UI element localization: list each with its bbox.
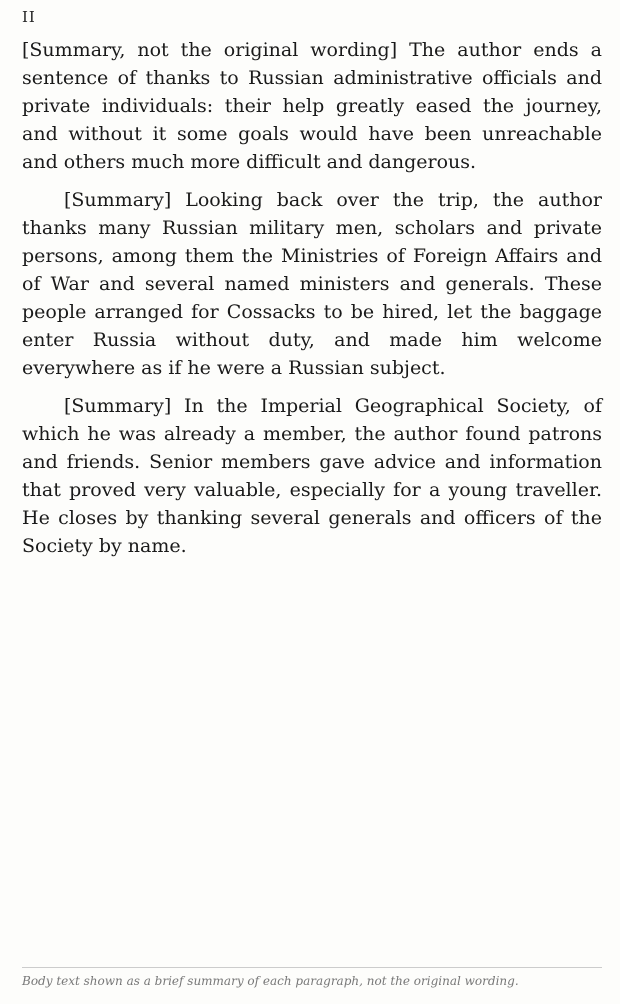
paragraph-russian-helpers: [Summary] Looking back over the trip, the author thanks many Russian military men, scholars and private persons, among them the Ministries of Foreign Affairs and of War and several named ministers and generals. These people arranged for Cossacks to be hired, let the baggage enter Russia without duty, and made him welcome everywhere as if he were a Russian subject. <box>22 189 602 379</box>
summary-note: Body text shown as a brief summary of each paragraph, not the original wording. <box>22 967 602 988</box>
paragraph-continuation: [Summary, not the original wording] The author ends a sentence of thanks to Russian administrative officials and private individuals: their help greatly eased the journey, and without it some goals would have been unreachable and others much more difficult and dangerous. <box>22 39 602 173</box>
page-number: II <box>22 8 36 26</box>
paragraph-geographical-society: [Summary] In the Imperial Geographical Society, of which he was already a member, the author found patrons and friends. Senior members gave advice and information that proved very valuable, especially for a young traveller. He closes by thanking several generals and officers of the Society by name. <box>22 395 602 557</box>
